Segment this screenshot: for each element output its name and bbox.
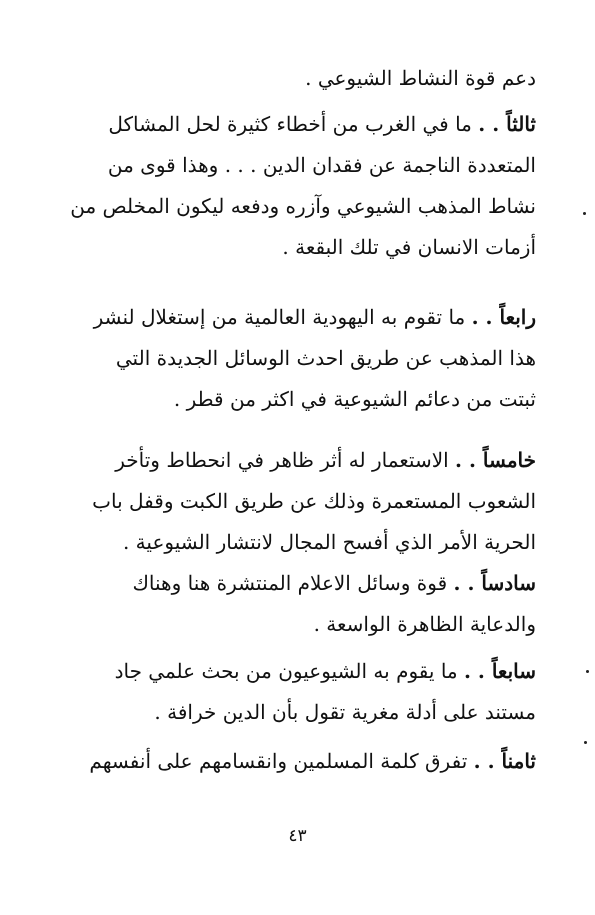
text-line: الحرية الأمر الذي أفسح المجال لانتشار الشيوعية .	[122, 530, 536, 554]
scan-mark	[586, 670, 589, 673]
text-line-content: ما في الغرب من أخطاء كثيرة لحل المشاكل	[108, 112, 472, 136]
paragraph-fifth	[66, 440, 536, 563]
text-line: أزمات الانسان في تلك البقعة .	[282, 235, 536, 259]
text-line	[66, 297, 536, 338]
text-line-content: ما تقوم به اليهودية العالمية من إستغلال لنشر	[93, 305, 466, 329]
paragraph-third	[66, 104, 536, 268]
page-number: ٤٣	[288, 826, 307, 846]
paragraph-lead: ثامناً . .	[473, 749, 536, 773]
text-line: هذا المذهب عن طريق احدث الوسائل الجديدة التي	[115, 346, 536, 370]
paragraph-lead: خامساً . .	[455, 448, 536, 472]
text-line	[66, 741, 536, 782]
text-line: المتعددة الناجمة عن فقدان الدين . . . وهذا قوى من	[107, 153, 536, 177]
text-line-content: تفرق كلمة المسلمين وانقسامهم على أنفسهم	[89, 749, 468, 773]
paragraph-lead: رابعاً . .	[471, 305, 536, 329]
text-line-content: الاستعمار له أثر ظاهر في انحطاط وتأخر	[115, 448, 449, 472]
text-line	[66, 651, 536, 692]
text-line: دعم قوة النشاط الشيوعي .	[305, 66, 536, 90]
text-line: الشعوب المستعمرة وذلك عن طريق الكبت وقفل باب	[92, 489, 536, 513]
text-line	[66, 440, 536, 481]
scan-mark	[583, 212, 586, 215]
paragraph-eighth	[66, 741, 536, 782]
paragraph-continuation	[66, 58, 536, 99]
paragraph-lead: ثالثاً . .	[478, 112, 536, 136]
paragraph-fourth	[66, 297, 536, 420]
scan-mark	[584, 741, 587, 744]
paragraph-lead: سابعاً . .	[463, 659, 536, 683]
text-line-content: قوة وسائل الاعلام المنتشرة هنا وهناك	[132, 571, 448, 595]
text-line: نشاط المذهب الشيوعي وآزره ودفعه ليكون المخلص من	[70, 194, 536, 218]
paragraph-sixth	[66, 563, 536, 645]
text-line	[66, 563, 536, 604]
text-line: مستند على أدلة مغرية تقول بأن الدين خرافة .	[154, 700, 536, 724]
text-line: ثبتت من دعائم الشيوعية في اكثر من قطر .	[173, 387, 536, 411]
text-line: والدعاية الظاهرة الواسعة .	[313, 612, 536, 636]
paragraph-lead: سادساً . .	[453, 571, 536, 595]
paragraph-seventh	[66, 651, 536, 733]
text-line-content: ما يقوم به الشيوعيون من بحث علمي جاد	[114, 659, 458, 683]
text-line	[66, 104, 536, 145]
